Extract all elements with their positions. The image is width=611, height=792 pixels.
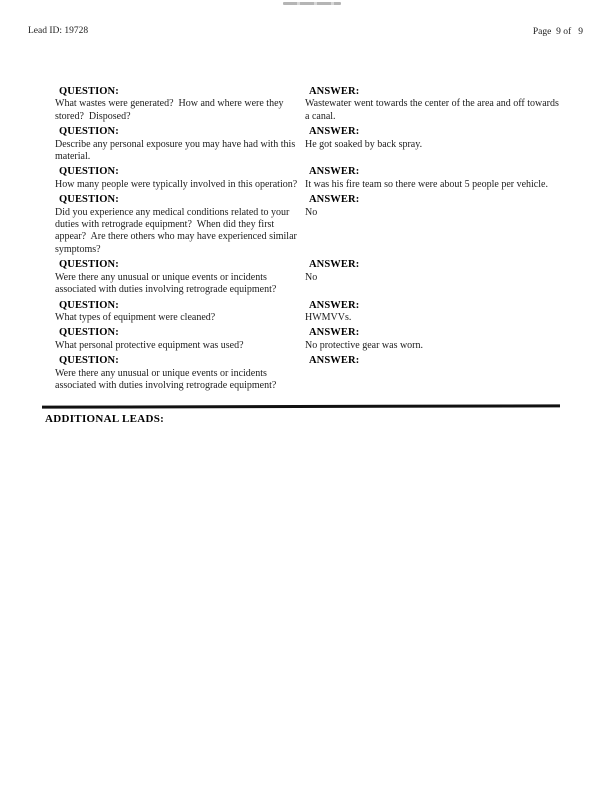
- qa-row: [55, 300, 561, 325]
- answer-label: ANSWER:: [309, 126, 360, 138]
- question-label: QUESTION:: [59, 327, 119, 339]
- section-divider-rule: [42, 404, 560, 408]
- question-label: QUESTION:: [59, 126, 119, 138]
- qa-row: [55, 86, 561, 123]
- answer-label: ANSWER:: [309, 259, 360, 271]
- question-cell: [55, 126, 305, 163]
- question-text: Were there any unusual or unique events or incidents associated with duties involving retrograde equipment?: [55, 367, 277, 391]
- question-label: QUESTION:: [59, 194, 119, 206]
- answer-text: No: [305, 206, 318, 218]
- answer-cell: [305, 259, 561, 296]
- question-text: How many people were typically involved in this operation?: [55, 178, 298, 190]
- qa-row: [55, 327, 561, 352]
- answer-cell: [305, 355, 561, 392]
- question-text: What types of equipment were cleaned?: [55, 311, 216, 323]
- answer-text: Wastewater went towards the center of the area and off towards a canal.: [305, 98, 562, 122]
- answer-text: No: [305, 271, 318, 283]
- answer-label: ANSWER:: [309, 166, 360, 178]
- lead-id-label: Lead ID: 19728: [28, 26, 89, 36]
- question-label: QUESTION:: [59, 166, 119, 178]
- page-number-label: Page 9 of 9: [532, 27, 583, 37]
- answer-cell: [305, 126, 561, 163]
- answer-cell: [305, 86, 561, 123]
- scan-artifact: [283, 2, 341, 5]
- answer-label: ANSWER:: [309, 327, 360, 339]
- qa-row: [55, 259, 561, 296]
- question-label: QUESTION:: [59, 86, 119, 97]
- question-cell: [55, 194, 305, 256]
- question-text: What personal protective equipment was used?: [55, 339, 244, 351]
- question-cell: [55, 327, 305, 352]
- question-text: Did you experience any medical conditions related to your duties with retrograde equipment? When did they first appear? Are there others who may have experienced similar symptoms?: [55, 206, 300, 255]
- qa-section: [55, 86, 561, 392]
- question-text: What wastes were generated? How and where were they stored? Disposed?: [55, 98, 287, 122]
- answer-label: ANSWER:: [309, 355, 360, 367]
- answer-cell: [305, 194, 561, 256]
- additional-leads-heading: ADDITIONAL LEADS:: [45, 413, 165, 425]
- qa-row: [55, 355, 561, 392]
- answer-cell: [305, 300, 561, 325]
- question-label: QUESTION:: [59, 259, 119, 271]
- answer-label: ANSWER:: [309, 194, 360, 206]
- question-text: Were there any unusual or unique events or incidents associated with duties involving retrograde equipment?: [55, 271, 277, 296]
- answer-text: It was his fire team so there were about 5 people per vehicle.: [305, 178, 548, 190]
- question-cell: [55, 86, 305, 123]
- question-cell: [55, 355, 305, 392]
- answer-text: He got soaked by back spray.: [305, 138, 423, 150]
- question-cell: [55, 166, 305, 191]
- qa-row: [55, 166, 561, 191]
- question-label: QUESTION:: [59, 299, 119, 311]
- question-cell: [55, 259, 305, 296]
- answer-cell: [305, 166, 561, 191]
- question-text: Describe any personal exposure you may have had with this material.: [55, 138, 298, 163]
- qa-row: [55, 194, 561, 256]
- answer-label: ANSWER:: [309, 299, 360, 311]
- answer-text: HWMVVs.: [305, 311, 352, 323]
- qa-row: [55, 126, 561, 163]
- answer-text: No protective gear was worn.: [305, 339, 424, 351]
- question-label: QUESTION:: [59, 355, 119, 367]
- question-cell: [55, 300, 305, 325]
- answer-label: ANSWER:: [309, 86, 360, 97]
- answer-cell: [305, 327, 561, 352]
